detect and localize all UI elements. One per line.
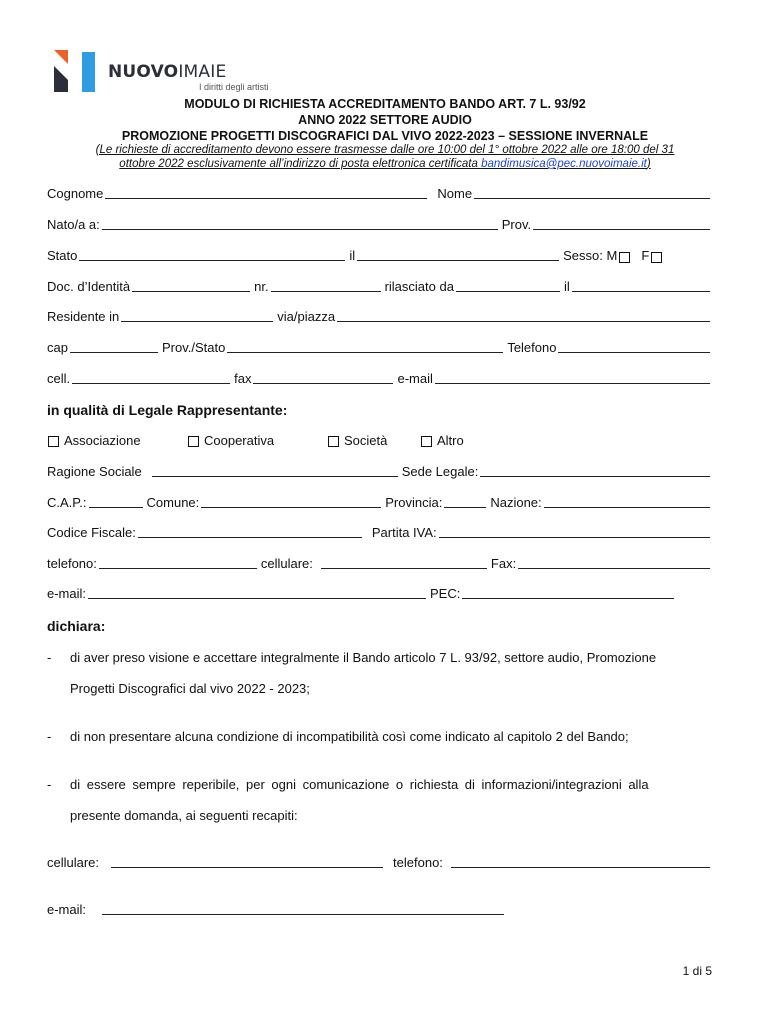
checkbox-sesso-f[interactable] [651,252,662,263]
field-company-email[interactable] [88,586,426,599]
field-nazione[interactable] [544,495,710,508]
label-provincia: Provincia: [385,495,443,510]
label-stato: Stato [47,248,78,263]
field-prov[interactable] [533,217,710,230]
row-recapiti-email [47,902,714,917]
row-document [47,279,714,294]
label-residente: Residente in [47,309,120,324]
checkbox-associazione[interactable] [48,436,59,447]
submission-note-line1: (Le richieste di accreditamento devono essere trasmesse dalle ore 10:00 del 1° ottobre 2022 alle ore 18:00 del 31 [95,144,675,156]
field-recapiti-cellulare[interactable] [111,855,383,868]
label-nr: nr. [254,279,269,294]
label-sesso-f: F [641,248,650,263]
label-recapiti-email: e-mail: [47,902,87,917]
checkbox-societa[interactable] [328,436,339,447]
label-fax: fax [234,371,252,386]
row-name [47,186,714,201]
bullet-dash: - [47,729,52,744]
field-cognome[interactable] [105,186,427,199]
label-rilasciato: rilasciato da [384,279,454,294]
field-doc[interactable] [132,279,250,292]
bullet-dash: - [47,650,52,665]
pec-email-link[interactable]: bandimusica@pec.nuovoimaie.it [481,158,647,170]
label-telefono: Telefono [507,340,557,355]
row-comune [47,495,714,510]
label-company-cellulare: cellulare: [260,556,313,571]
field-telefono[interactable] [558,340,710,353]
form-subtitle-session: PROMOZIONE PROGETTI DISCOGRAFICI DAL VIVO 2022-2023 – SESSIONE INVERNALE [121,129,649,143]
field-recapiti-email[interactable] [102,902,504,915]
field-nr[interactable] [271,279,381,292]
field-company-telefono[interactable] [99,556,257,569]
field-rilasciato[interactable] [456,279,560,292]
field-nato[interactable] [102,217,498,230]
field-residente[interactable] [121,309,273,322]
field-stato[interactable] [79,248,345,261]
label-pec: PEC: [430,586,461,601]
field-cap[interactable] [70,340,158,353]
nuovoimaie-logo-icon [54,50,100,92]
section-dichiara-title: dichiara: [47,618,106,634]
field-email[interactable] [435,371,710,384]
row-stato [47,248,714,263]
field-ragione[interactable] [152,464,398,477]
label-ragione: Ragione Sociale [47,464,142,479]
label-sede: Sede Legale: [401,464,479,479]
checkbox-altro[interactable] [421,436,432,447]
field-fax[interactable] [253,371,393,384]
checkbox-sesso-m[interactable] [619,252,630,263]
label-prov: Prov. [501,217,532,232]
label-comune: Comune: [146,495,200,510]
logo-tagline: I diritti degli artisti [199,82,269,92]
checkbox-cooperativa[interactable] [188,436,199,447]
field-provincia[interactable] [444,495,486,508]
row-cap [47,340,714,355]
field-piva[interactable] [439,525,710,538]
field-company-fax[interactable] [518,556,710,569]
field-date[interactable] [357,248,559,261]
field-company-cap[interactable] [89,495,143,508]
declaration-item-1 [70,642,714,704]
row-birth [47,217,714,232]
label-sesso: Sesso: M [563,248,618,263]
row-company-phones [47,556,714,571]
section-qualita-title: in qualità di Legale Rappresentante: [47,402,288,418]
field-pec[interactable] [462,586,674,599]
label-nome: Nome [437,186,473,201]
option-societa[interactable]: Società [326,433,387,448]
label-company-email: e-mail: [47,586,87,601]
row-residence [47,309,714,324]
row-company-email [47,586,714,601]
field-via[interactable] [337,309,710,322]
field-company-cellulare[interactable] [321,556,487,569]
submission-note-line2: ottobre 2022 esclusivamente all’indirizzo di posta elettronica certificata bandimusica@pec.nuovoimaie.it) [119,158,651,170]
bullet-dash: - [47,777,52,792]
label-email: e-mail [397,371,433,386]
label-nato: Nato/a a: [47,217,100,232]
declaration-item-1-line2: Progetti Discografici dal vivo 2022 - 2023; [70,681,310,696]
option-cooperativa[interactable]: Cooperativa [186,433,274,448]
row-recapiti-phones [47,855,714,870]
label-doc: Doc. d’Identità [47,279,131,294]
field-nome[interactable] [474,186,710,199]
label-recapiti-telefono: telefono: [393,855,443,870]
field-recapiti-telefono[interactable] [451,855,710,868]
declaration-item-3-line1: di essere sempre reperibile, per ogni comunicazione o richiesta di informazioni/integrazioni alla [70,777,649,792]
label-il2: il [563,279,570,294]
field-comune[interactable] [201,495,381,508]
label-company-cap: C.A.P.: [47,495,87,510]
field-cf[interactable] [138,525,362,538]
declaration-item-3-line2: presente domanda, ai seguenti recapiti: [70,808,298,823]
label-recapiti-cellulare: cellulare: [47,855,100,870]
field-provstato[interactable] [227,340,503,353]
row-ragione [47,464,714,479]
declaration-item-3 [70,769,714,831]
field-doc-date[interactable] [572,279,710,292]
label-nazione: Nazione: [490,495,542,510]
row-fiscal [47,525,714,540]
page-number: 1 di 5 [682,964,712,978]
label-il: il [349,248,356,263]
declaration-item-1-line1: di aver preso visione e accettare integralmente il Bando articolo 7 L. 93/92, settore audio, Promozione [70,650,657,665]
label-piva: Partita IVA: [371,525,437,540]
declaration-item-2: di non presentare alcuna condizione di incompatibilità così come indicato al capitolo 2 del Bando; [70,729,629,744]
row-contacts [47,371,714,386]
label-cf: Codice Fiscale: [47,525,136,540]
form-subtitle-year: ANNO 2022 SETTORE AUDIO [298,113,472,127]
label-provstato: Prov./Stato [161,340,226,355]
option-associazione[interactable]: Associazione [46,433,141,448]
label-via: via/piazza [277,309,336,324]
label-cell: cell. [47,371,71,386]
form-title: MODULO DI RICHIESTA ACCREDITAMENTO BANDO ART. 7 L. 93/92 [184,97,586,111]
label-company-telefono: telefono: [47,556,97,571]
label-cap: cap [47,340,68,355]
label-cognome: Cognome [47,186,104,201]
option-altro[interactable]: Altro [419,433,464,448]
logo-brand: NUOVOIMAIE [108,62,227,82]
field-cell[interactable] [72,371,230,384]
field-sede[interactable] [480,464,710,477]
label-company-fax: Fax: [490,556,517,571]
